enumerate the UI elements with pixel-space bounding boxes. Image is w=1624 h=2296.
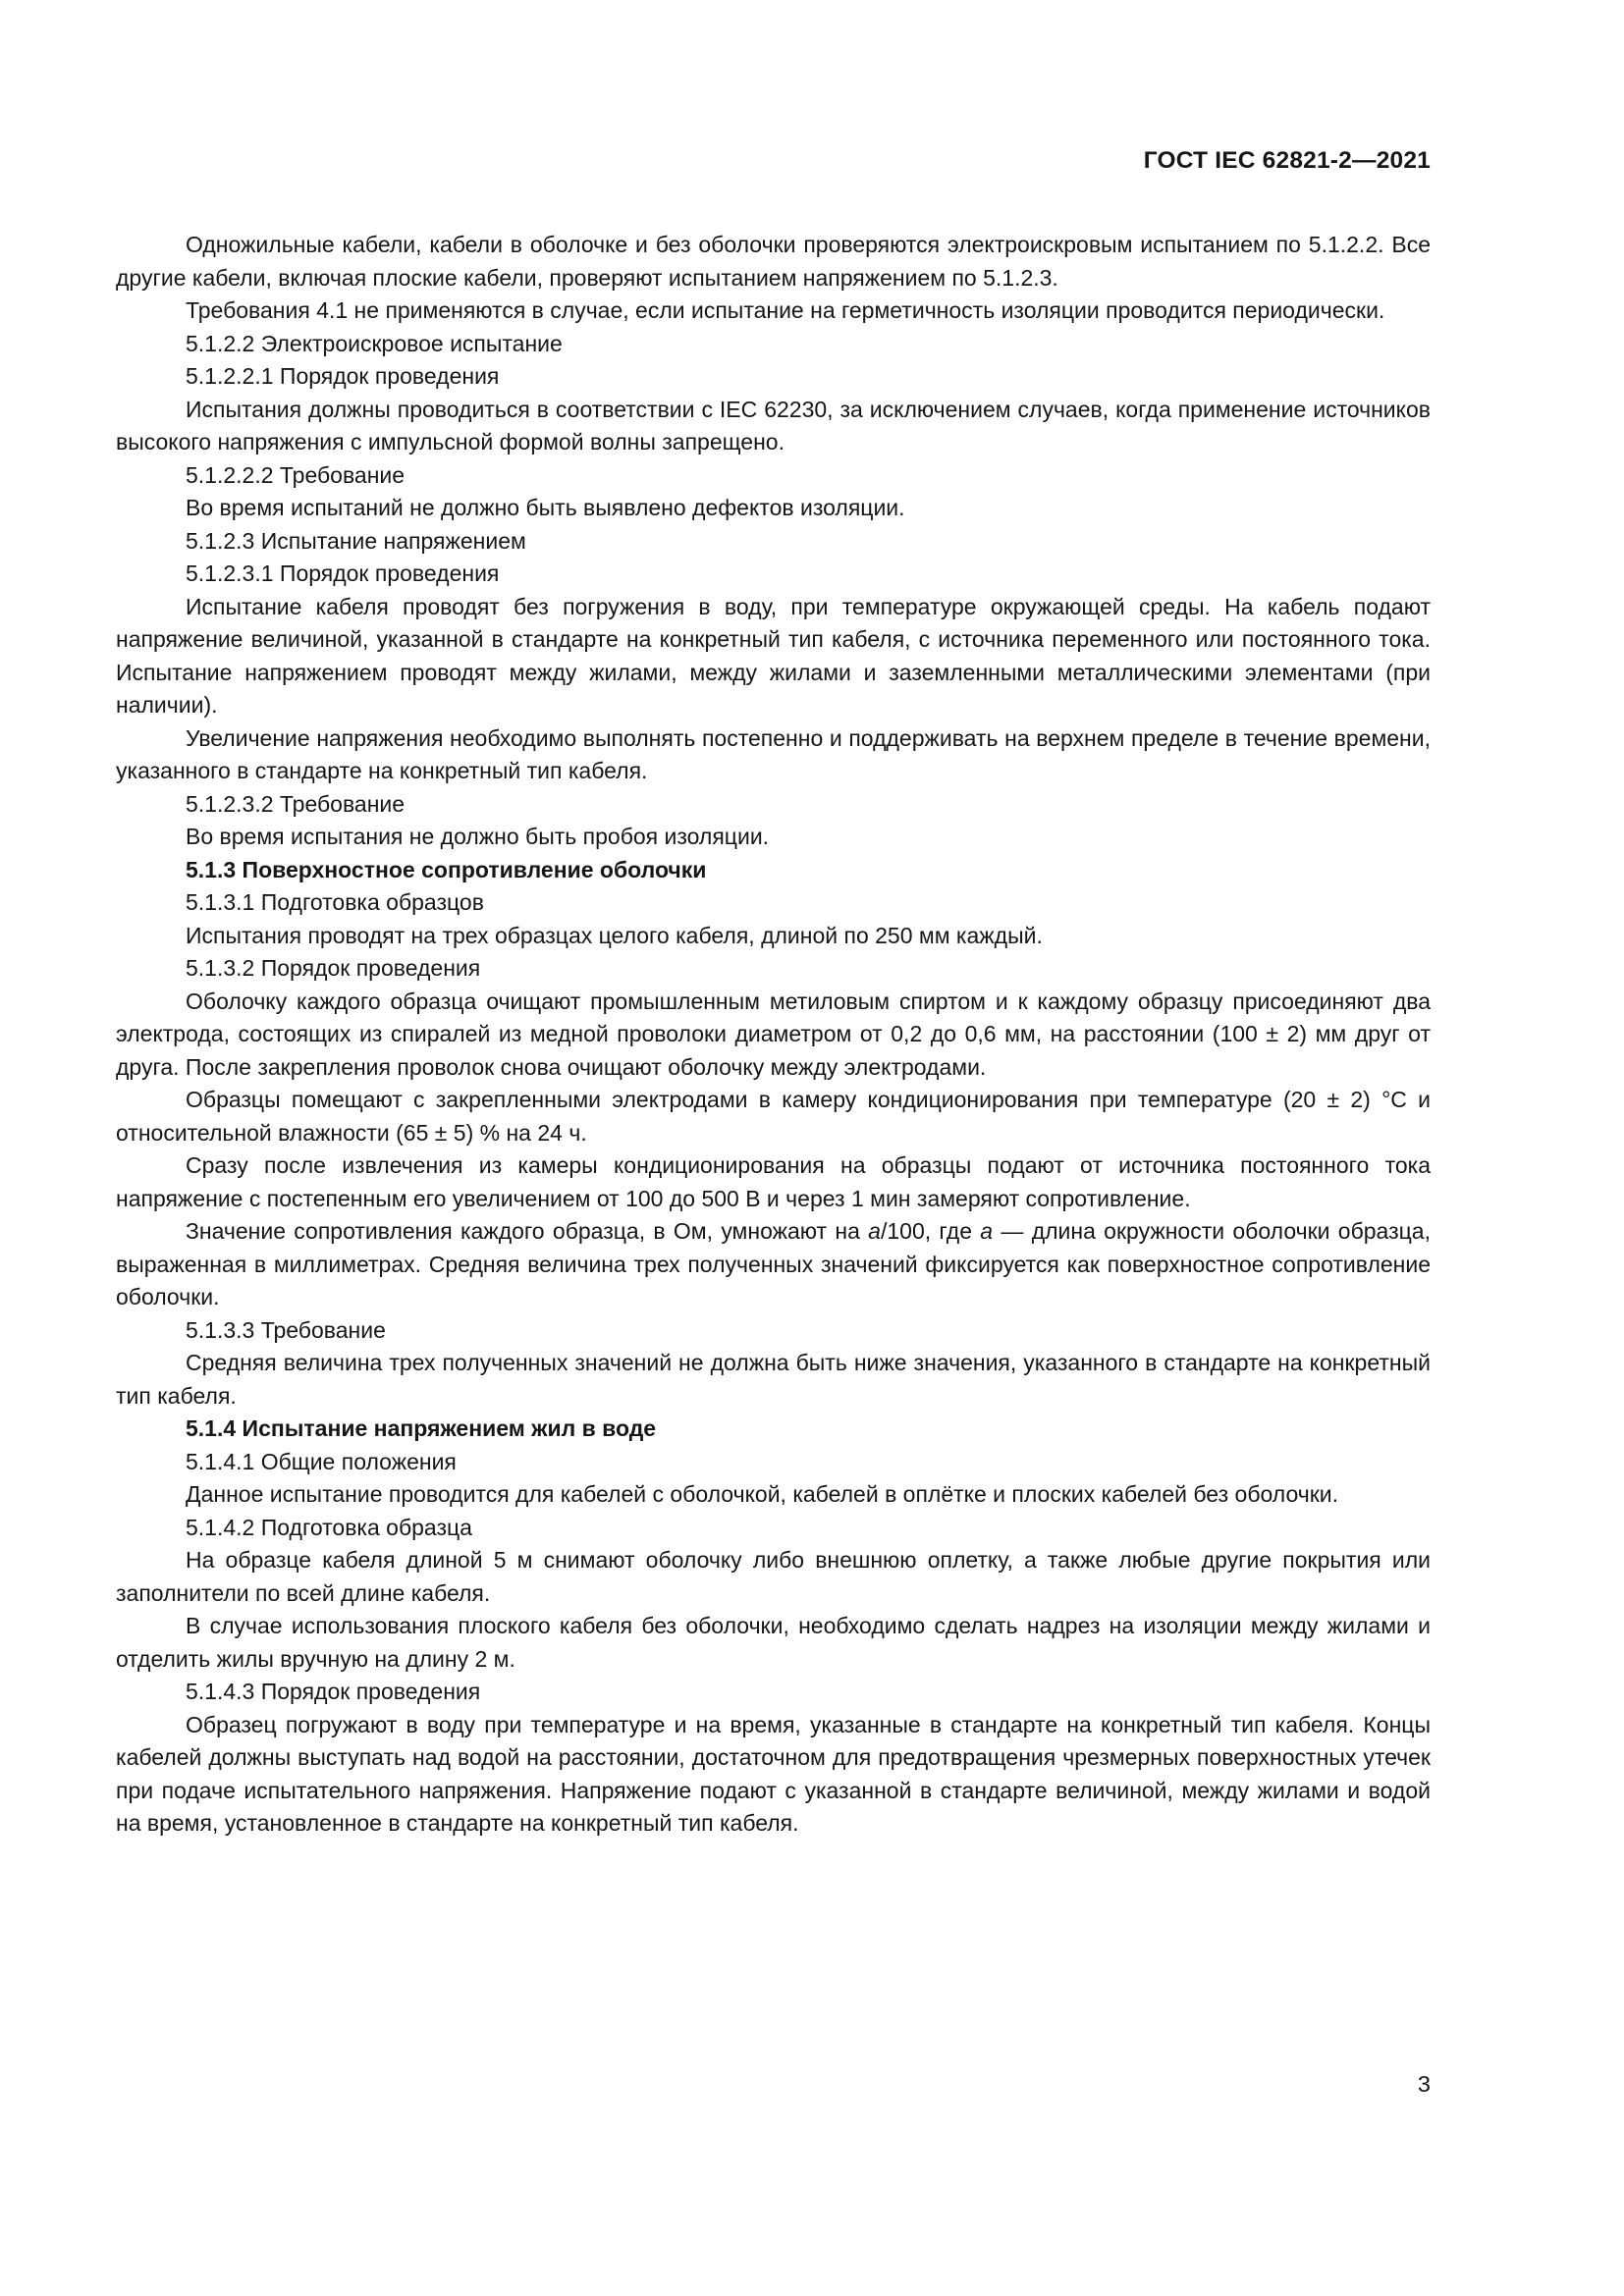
paragraph: Во время испытания не должно быть пробоя изоляции.	[186, 824, 770, 849]
paragraph: Одножильные кабели, кабели в оболочке и без оболочки проверяются электроискровым испытанием по 5.1.2.2. Все другие кабели, включая плоские кабели, проверяют испытанием напряжением по 5.1.2.3.	[116, 232, 1431, 291]
paragraph: Образец погружают в воду при температуре и на время, указанные в стандарте на конкретный тип кабеля. Концы кабелей должны выступать над водой на расстоянии, достаточном для предотвращения чрезмерных поверхностных утечек при подаче испытательного напряжения. Напряжение подают с указанной в стандарте величиной, между жилами и водой на время, установленное в стандарте на конкретный тип кабеля.	[116, 1711, 1431, 1836]
document-body	[116, 229, 1431, 1841]
paragraph: Требования 4.1 не применяются в случае, если испытание на герметичность изоляции проводится периодически.	[186, 297, 1385, 323]
section-heading: 5.1.2.2 Электроискровое испытание	[186, 330, 563, 356]
paragraph: Данное испытание проводится для кабелей с оболочкой, кабелей в оплётке и плоских кабелей без оболочки.	[186, 1481, 1339, 1507]
section-heading: 5.1.3 Поверхностное сопротивление оболочки	[186, 856, 707, 882]
paragraph: Сразу после извлечения из камеры кондиционирования на образцы подают от источника постоянного тока напряжение с постепенным его увеличением от 100 до 500 В и через 1 мин замеряют сопротивление.	[116, 1152, 1431, 1211]
section-heading: 5.1.3.3 Требование	[186, 1316, 386, 1343]
section-heading: 5.1.3.2 Порядок проведения	[186, 955, 481, 981]
section-heading: 5.1.2.2.2 Требование	[186, 461, 406, 488]
paragraph: Испытание кабеля проводят без погружения в воду, при температуре окружающей среды. На кабель подают напряжение величиной, указанной в стандарте на конкретный тип кабеля, с источника переменного или постоянного тока. Испытание напряжением проводят между жилами, между жилами и заземленными металлическими элементами (при наличии).	[116, 593, 1431, 718]
page-number: 3	[1417, 2071, 1431, 2097]
section-heading: 5.1.3.1 Подготовка образцов	[186, 889, 484, 915]
paragraph: Испытания проводят на трех образцах целого кабеля, длиной по 250 мм каждый.	[186, 922, 1043, 948]
paragraph: Увеличение напряжения необходимо выполнять постепенно и поддерживать на верхнем пределе в течение времени, указанного в стандарте на конкретный тип кабеля.	[116, 724, 1431, 783]
section-heading: 5.1.2.3.1 Порядок проведения	[186, 561, 500, 586]
section-heading: 5.1.2.3 Испытание напряжением	[186, 527, 526, 554]
paragraph: Во время испытаний не должно быть выявлено дефектов изоляции.	[186, 495, 905, 520]
section-heading: 5.1.4 Испытание напряжением жил в воде	[186, 1415, 657, 1441]
document-header: ГОСТ IEC 62821-2—2021	[1143, 147, 1431, 174]
paragraph: В случае использования плоского кабеля без оболочки, необходимо сделать надрез на изоляции между жилами и отделить жилы вручную на длину 2 м.	[116, 1613, 1431, 1672]
paragraph: Оболочку каждого образца очищают промышленным метиловым спиртом и к каждому образцу присоединяют два электрода, состоящих из спиралей из медной проволоки диаметром от 0,2 до 0,6 мм, на расстоянии (100 ± 2) мм друг от друга. После закрепления проволок снова очищают оболочку между электродами.	[116, 988, 1431, 1080]
paragraph: На образце кабеля длиной 5 м снимают оболочку либо внешнюю оплетку, а также любые другие покрытия или заполнители по всей длине кабеля.	[116, 1547, 1431, 1606]
section-heading: 5.1.2.3.2 Требование	[186, 790, 406, 817]
section-heading: 5.1.4.1 Общие положения	[186, 1448, 457, 1474]
paragraph: Средняя величина трех полученных значений не должна быть ниже значения, указанного в стандарте на конкретный тип кабеля.	[116, 1350, 1431, 1409]
paragraph: Испытания должны проводиться в соответствии с IEC 62230, за исключением случаев, когда применение источников высокого напряжения с импульсной формой волны запрещено.	[116, 396, 1431, 454]
section-heading: 5.1.4.2 Подготовка образца	[186, 1514, 472, 1540]
section-heading: 5.1.4.3 Порядок проведения	[186, 1679, 481, 1704]
paragraph: Образцы помещают с закрепленными электродами в камеру кондиционирования при температуре (20 ± 2) °С и относительной влажности (65 ± 5) % на 24 ч.	[116, 1087, 1431, 1146]
paragraph: Значение сопротивления каждого образца, в Ом, умножают на a/100, где a — длина окружности оболочки образца, выраженная в миллиметрах. Средняя величина трех полученных значений фиксируется как поверхностное сопротивление оболочки.	[116, 1218, 1431, 1309]
section-heading: 5.1.2.2.1 Порядок проведения	[186, 363, 500, 389]
